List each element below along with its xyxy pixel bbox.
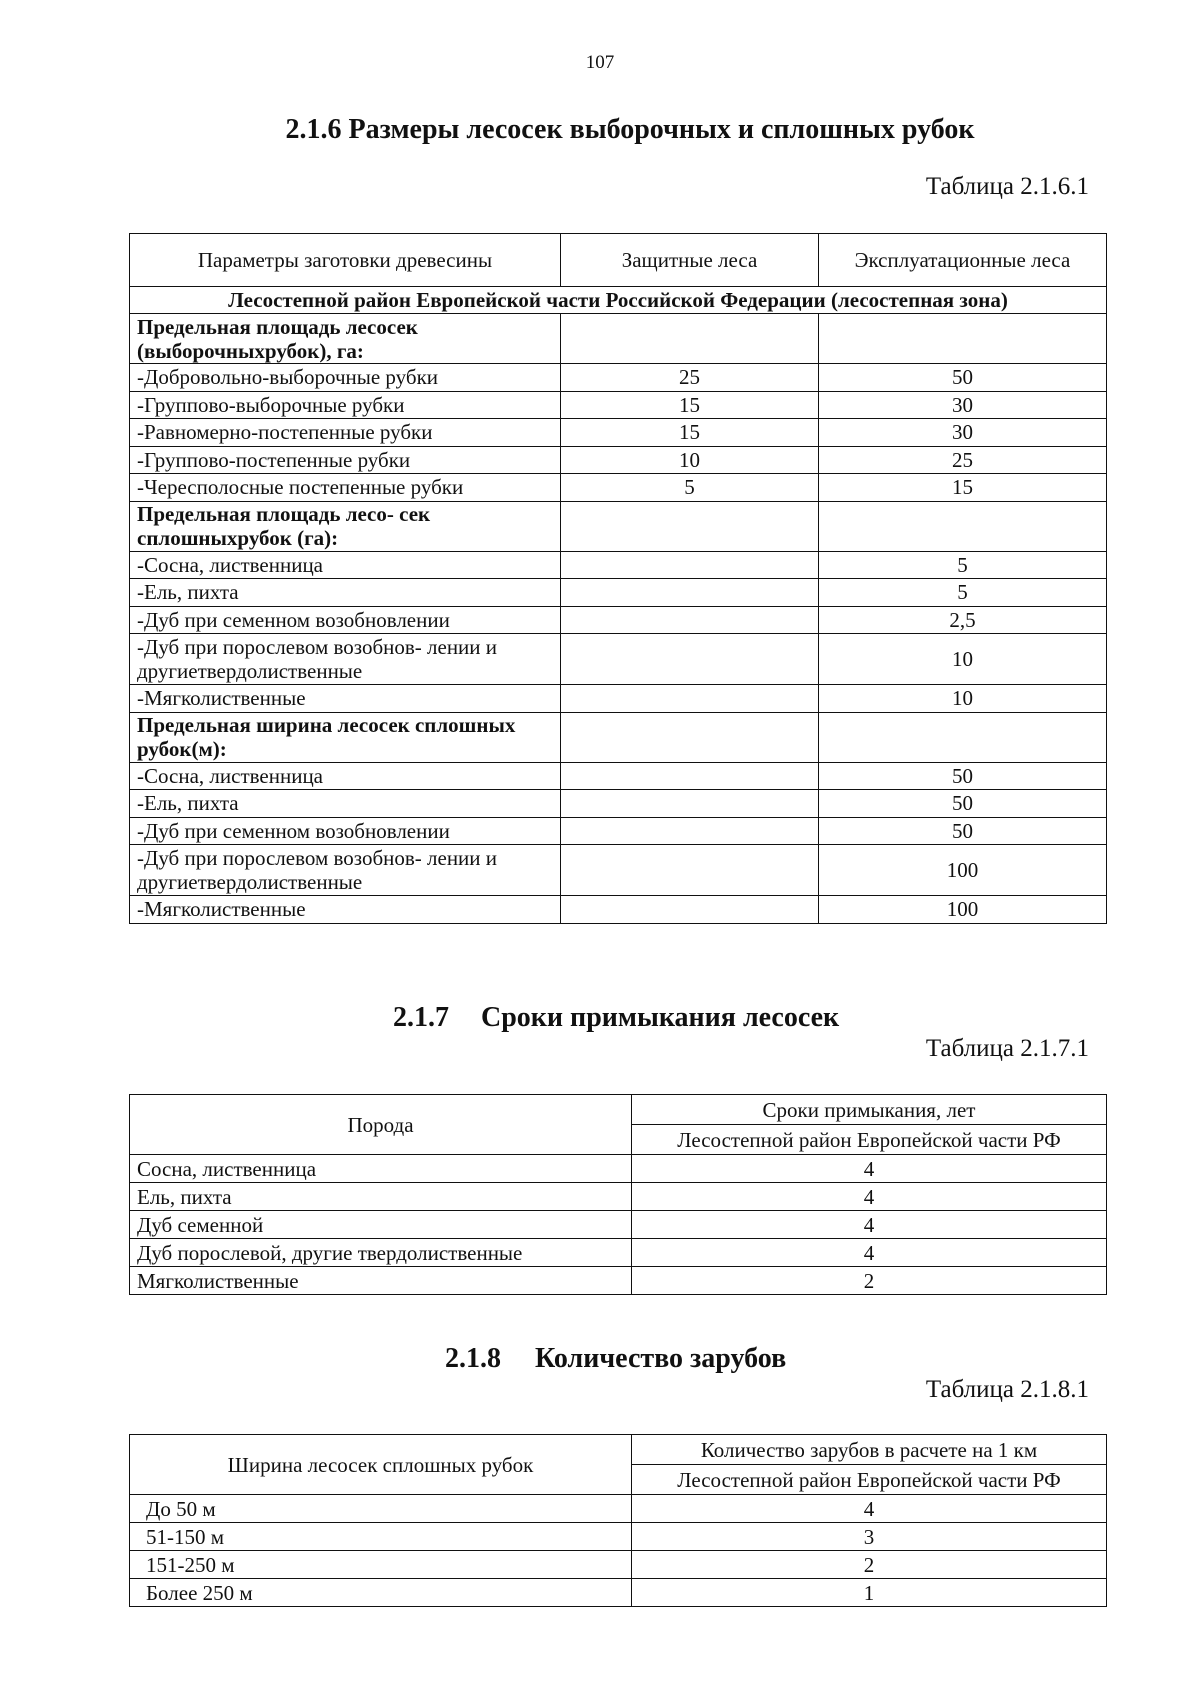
table-row	[130, 1523, 1107, 1551]
group1-body	[130, 314, 1107, 502]
table-row	[130, 551, 1107, 579]
section-218-title: Количество зарубов	[535, 1343, 787, 1374]
protective-value-cell	[561, 790, 819, 818]
empty-cell	[819, 501, 1107, 551]
operational-value-cell: 25	[819, 446, 1107, 474]
table-row	[130, 1239, 1107, 1267]
zone-row	[130, 287, 1107, 314]
table-row	[130, 790, 1107, 818]
protective-value-cell	[561, 579, 819, 607]
table-row	[130, 1155, 1107, 1183]
table-row	[130, 817, 1107, 845]
group-label-cell: Предельная площадь лесосек (выборочныхрубок), га:	[130, 314, 561, 364]
row-name-cell: -Чересполосные постепенные рубки	[130, 474, 561, 502]
section-218-number: 2.1.8	[445, 1343, 501, 1374]
protective-value-cell	[561, 845, 819, 896]
subheader-cell: Лесостепной район Европейской части РФ	[632, 1125, 1107, 1155]
group-label-row	[130, 501, 1107, 551]
operational-value-cell: 2,5	[819, 606, 1107, 634]
operational-value-cell: 10	[819, 685, 1107, 713]
table-row	[130, 606, 1107, 634]
operational-value-cell: 50	[819, 790, 1107, 818]
table-row	[130, 1495, 1107, 1523]
empty-cell	[561, 712, 819, 762]
group2-body	[130, 501, 1107, 712]
table-218-body	[130, 1495, 1107, 1607]
table-row	[130, 685, 1107, 713]
table-216-caption: Таблица 2.1.6.1	[925, 173, 1089, 200]
table-row	[130, 364, 1107, 392]
row-name-cell: 51-150 м	[130, 1523, 632, 1551]
row-name-cell: Дуб семенной	[130, 1211, 632, 1239]
protective-value-cell	[561, 685, 819, 713]
row-value-cell: 4	[632, 1211, 1107, 1239]
table-218-caption: Таблица 2.1.8.1	[925, 1376, 1089, 1403]
operational-value-cell: 5	[819, 579, 1107, 607]
table-row	[130, 1211, 1107, 1239]
header-cell: Порода	[130, 1095, 632, 1155]
table-row	[130, 446, 1107, 474]
empty-cell	[819, 314, 1107, 364]
protective-value-cell: 15	[561, 419, 819, 447]
operational-value-cell: 30	[819, 419, 1107, 447]
group-label-row	[130, 712, 1107, 762]
row-name-cell: -Группово-постепенные рубки	[130, 446, 561, 474]
row-name-cell: -Дуб при семенном возобновлении	[130, 606, 561, 634]
protective-value-cell	[561, 896, 819, 924]
empty-cell	[561, 314, 819, 364]
row-value-cell: 4	[632, 1495, 1107, 1523]
table-header-row	[130, 234, 1107, 287]
table-row	[130, 634, 1107, 685]
table-217-body	[130, 1155, 1107, 1295]
group-label-row	[130, 314, 1107, 364]
group-label-cell: Предельная площадь лесо- сек сплошныхрубок (га):	[130, 501, 561, 551]
protective-value-cell	[561, 606, 819, 634]
table-row	[130, 579, 1107, 607]
row-name-cell: -Дуб при семенном возобновлении	[130, 817, 561, 845]
protective-value-cell	[561, 634, 819, 685]
section-217-number: 2.1.7	[393, 1002, 449, 1033]
empty-cell	[561, 501, 819, 551]
row-name-cell: Мягколиственные	[130, 1267, 632, 1295]
operational-value-cell: 50	[819, 817, 1107, 845]
header-cell: Эксплуатационные леса	[819, 234, 1107, 287]
row-name-cell: -Ель, пихта	[130, 790, 561, 818]
header-cell: Параметры заготовки древесины	[130, 234, 561, 287]
empty-cell	[819, 712, 1107, 762]
row-name-cell: 151-250 м	[130, 1551, 632, 1579]
table-row	[130, 1183, 1107, 1211]
row-name-cell: -Равномерно-постепенные рубки	[130, 419, 561, 447]
operational-value-cell: 100	[819, 845, 1107, 896]
row-name-cell: -Ель, пихта	[130, 579, 561, 607]
row-value-cell: 2	[632, 1267, 1107, 1295]
row-name-cell: До 50 м	[130, 1495, 632, 1523]
table-header-row	[130, 1095, 1107, 1125]
protective-value-cell: 25	[561, 364, 819, 392]
row-name-cell: -Добровольно-выборочные рубки	[130, 364, 561, 392]
protective-value-cell: 5	[561, 474, 819, 502]
table-216	[129, 233, 1107, 924]
table-row	[130, 845, 1107, 896]
subheader-cell: Лесостепной район Европейской части РФ	[632, 1465, 1107, 1495]
row-value-cell: 2	[632, 1551, 1107, 1579]
operational-value-cell: 30	[819, 391, 1107, 419]
group-label-cell: Предельная ширина лесосек сплошных рубок(м):	[130, 712, 561, 762]
table-row	[130, 1551, 1107, 1579]
group3-body	[130, 712, 1107, 923]
row-name-cell: -Дуб при порослевом возобнов- лении и другиетвердолиственные	[130, 634, 561, 685]
protective-value-cell	[561, 762, 819, 790]
operational-value-cell: 5	[819, 551, 1107, 579]
table-row	[130, 1579, 1107, 1607]
row-name-cell: -Дуб при порослевом возобнов- лении и другиетвердолиственные	[130, 845, 561, 896]
table-header-row	[130, 1435, 1107, 1465]
header-cell: Количество зарубов в расчете на 1 км	[632, 1435, 1107, 1465]
row-name-cell: -Мягколиственные	[130, 685, 561, 713]
operational-value-cell: 50	[819, 364, 1107, 392]
row-name-cell: -Мягколиственные	[130, 896, 561, 924]
table-217-caption: Таблица 2.1.7.1	[925, 1035, 1089, 1062]
row-name-cell: -Группово-выборочные рубки	[130, 391, 561, 419]
row-name-cell: -Сосна, лиственница	[130, 551, 561, 579]
table-row	[130, 1267, 1107, 1295]
protective-value-cell	[561, 817, 819, 845]
section-216-title: 2.1.6 Размеры лесосек выборочных и сплошных рубок	[285, 114, 975, 145]
row-value-cell: 1	[632, 1579, 1107, 1607]
row-value-cell: 3	[632, 1523, 1107, 1551]
row-value-cell: 4	[632, 1155, 1107, 1183]
table-218	[129, 1434, 1107, 1607]
operational-value-cell: 10	[819, 634, 1107, 685]
operational-value-cell: 15	[819, 474, 1107, 502]
row-name-cell: Сосна, лиственница	[130, 1155, 632, 1183]
page-number: 107	[585, 52, 615, 73]
protective-value-cell: 15	[561, 391, 819, 419]
operational-value-cell: 50	[819, 762, 1107, 790]
row-value-cell: 4	[632, 1239, 1107, 1267]
table-row	[130, 419, 1107, 447]
row-name-cell: Дуб порослевой, другие твердолиственные	[130, 1239, 632, 1267]
table-row	[130, 474, 1107, 502]
table-row	[130, 762, 1107, 790]
table-row	[130, 391, 1107, 419]
row-name-cell: -Сосна, лиственница	[130, 762, 561, 790]
table-217	[129, 1094, 1107, 1295]
header-cell: Сроки примыкания, лет	[632, 1095, 1107, 1125]
zone-cell: Лесостепной район Европейской части Российской Федерации (лесостепная зона)	[130, 287, 1107, 314]
section-217-title: Сроки примыкания лесосек	[481, 1002, 840, 1033]
operational-value-cell: 100	[819, 896, 1107, 924]
row-name-cell: Более 250 м	[130, 1579, 632, 1607]
header-cell: Ширина лесосек сплошных рубок	[130, 1435, 632, 1495]
table-row	[130, 896, 1107, 924]
row-name-cell: Ель, пихта	[130, 1183, 632, 1211]
protective-value-cell: 10	[561, 446, 819, 474]
protective-value-cell	[561, 551, 819, 579]
header-cell: Защитные леса	[561, 234, 819, 287]
row-value-cell: 4	[632, 1183, 1107, 1211]
